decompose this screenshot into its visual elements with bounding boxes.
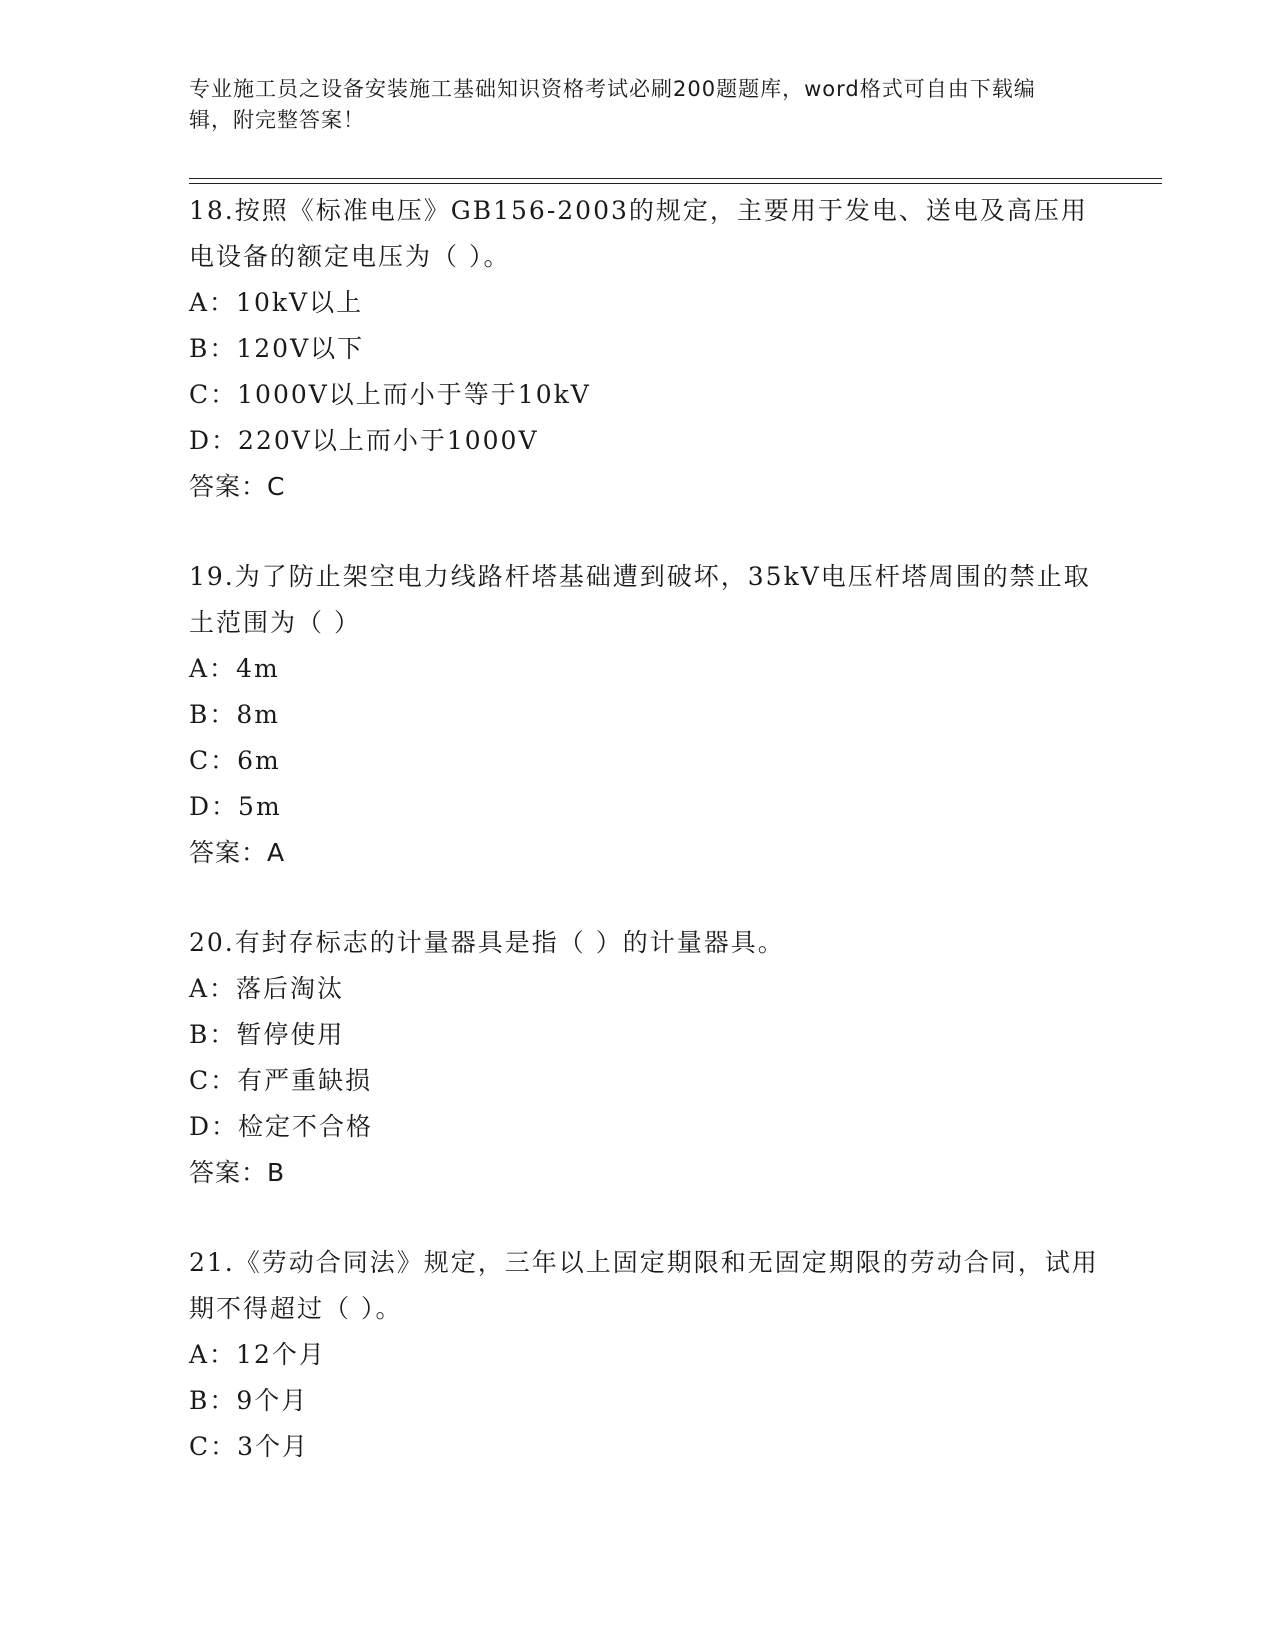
question-stem: 20.有封存标志的计量器具是指（ ）的计量器具。 [189, 928, 785, 957]
option-d: D：220V以上而小于1000V [189, 426, 539, 455]
option-b: B：9个月 [189, 1386, 309, 1415]
option-a: A：10kV以上 [189, 288, 364, 317]
header-divider-top [189, 178, 1162, 179]
question-stem: 18.按照《标准电压》GB156-2003的规定，主要用于发电、送电及高压用电设备的额定电压为（ ）。 [189, 196, 1088, 271]
option-a: A：4m [189, 654, 280, 683]
option-a: A：落后淘汰 [189, 974, 345, 1003]
question-list [189, 188, 1109, 1514]
answer-label: 答案：B [189, 1158, 286, 1187]
header-divider-bottom [189, 183, 1162, 184]
question-19 [189, 554, 1109, 876]
question-20 [189, 920, 1109, 1196]
question-stem: 19.为了防止架空电力线路杆塔基础遭到破坏，35kV电压杆塔周围的禁止取土范围为（ ） [189, 562, 1091, 637]
question-18 [189, 188, 1109, 510]
option-c: C：6m [189, 746, 281, 775]
question-stem: 21.《劳动合同法》规定，三年以上固定期限和无固定期限的劳动合同，试用期不得超过（ ）。 [189, 1248, 1099, 1323]
option-a: A：12个月 [189, 1340, 326, 1369]
option-b: B：120V以下 [189, 334, 365, 363]
option-c: C：有严重缺损 [189, 1066, 373, 1095]
question-21 [189, 1240, 1109, 1470]
option-c: C：1000V以上而小于等于10kV [189, 380, 591, 409]
option-b: B：暂停使用 [189, 1020, 345, 1049]
option-b: B：8m [189, 700, 280, 729]
option-d: D：5m [189, 792, 282, 821]
answer-label: 答案：A [189, 838, 286, 867]
document-header: 专业施工员之设备安装施工基础知识资格考试必刷200题题库，word格式可自由下载编辑，附完整答案！ [189, 77, 1036, 132]
answer-label: 答案：C [189, 472, 286, 501]
option-d: D：检定不合格 [189, 1112, 374, 1141]
option-c: C：3个月 [189, 1432, 310, 1461]
